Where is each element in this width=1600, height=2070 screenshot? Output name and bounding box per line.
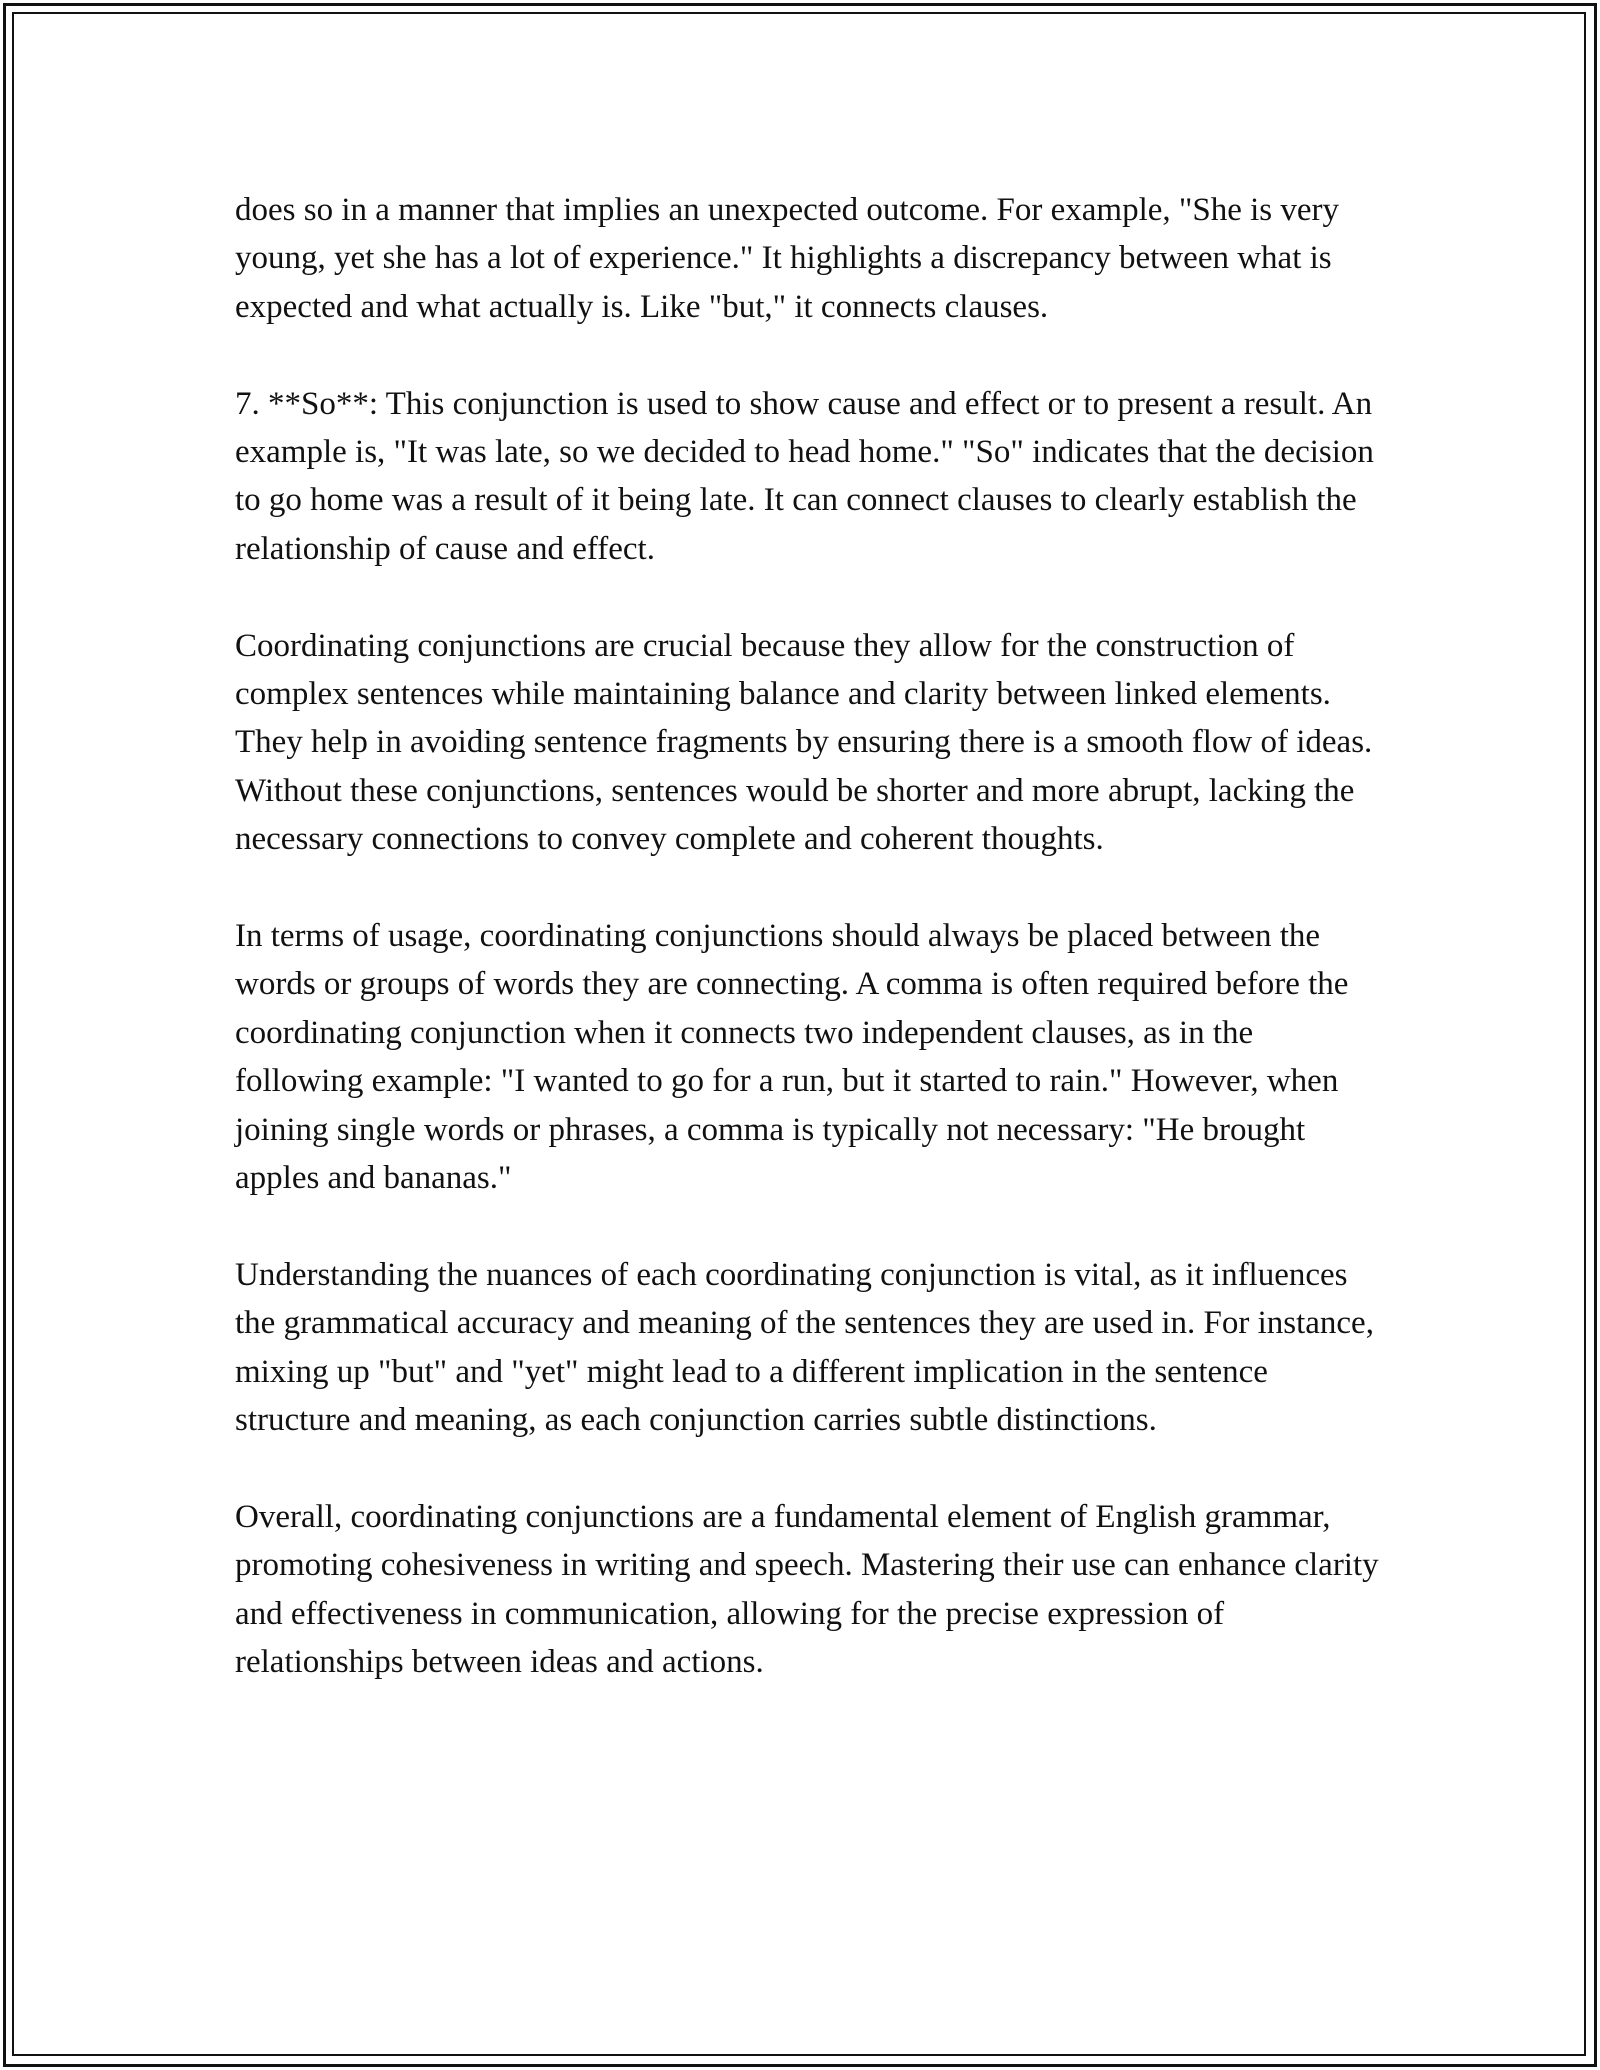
paragraph-yet-continuation: does so in a manner that implies an unexpected outcome. For example, "She is very young, yet she has a lot of experience." It highlights a discrepancy between what is expected and what actually is. Like "but," it connects clauses. [235, 192, 1340, 325]
document-body [235, 186, 1380, 1687]
paragraph-usage: In terms of usage, coordinating conjunctions should always be placed between the words or groups of words they are connecting. A comma is often required before the coordinating conjunction when it connects two independent clauses, as in the following example: "I wanted to go for a run, but it started to rain." However, when joining single words or phrases, a comma is typically not necessary: "He brought apples and bananas." [235, 918, 1349, 1197]
paragraph-so: 7. **So**: This conjunction is used to show cause and effect or to present a result. An example is, "It was late, so we decided to head home." "So" indicates that the decision to go home was a result of it being late. It can connect clauses to clearly establish the relationship of cause and effect. [235, 385, 1374, 567]
paragraph-nuances: Understanding the nuances of each coordinating conjunction is vital, as it influences the grammatical accuracy and meaning of the sentences they are used in. For instance, mixing up "but" and "yet" might lead to a different implication in the sentence structure and meaning, as each conjunction carries subtle distinctions. [235, 1256, 1374, 1439]
paragraph-importance: Coordinating conjunctions are crucial because they allow for the construction of complex sentences while maintaining balance and clarity between linked elements. They help in avoiding sentence fragments by ensuring there is a smooth flow of ideas. Without these conjunctions, sentences would be shorter and more abrupt, lacking the necessary connections to convey complete and coherent thoughts. [235, 627, 1373, 858]
paragraph-overall: Overall, coordinating conjunctions are a fundamental element of English grammar, promoting cohesiveness in writing and speech. Mastering their use can enhance clarity and effectiveness in communication, allowing for the precise expression of relationships between ideas and actions. [235, 1498, 1379, 1681]
